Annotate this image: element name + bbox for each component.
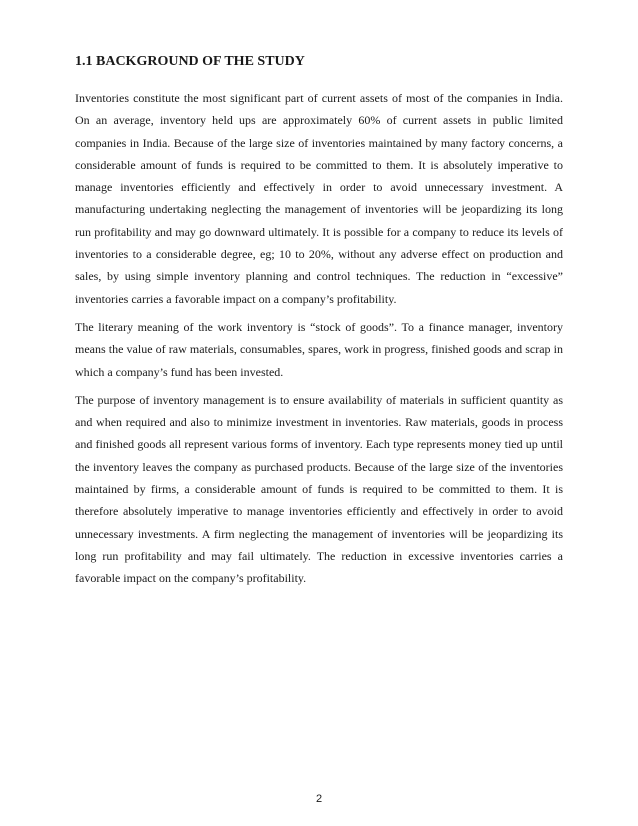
paragraph-inventories-significance: Inventories constitute the most significant part of current assets of most of the companies in India. On an average, inventory held ups are approximately 60% of current assets in public limited companies in India. Because of the large size of inventories maintained by many factory concerns, a considerable amount of funds is required to be committed to them. It is absolutely imperative to manage inventories efficiently and effectively in order to avoid unnecessary investment. A manufacturing undertaking neglecting the management of inventories will be jeopardizing its long run profitability and may go downward ultimately. It is possible for a company to reduce its levels of inventories to a considerable degree, eg; 10 to 20%, without any adverse effect on production and sales, by using simple inventory planning and control techniques. The reduction in “excessive” inventories carries a favorable impact on a company’s profitability. xyxy=(75,91,563,306)
section-heading: 1.1 BACKGROUND OF THE STUDY xyxy=(75,54,305,69)
page-number: 2 xyxy=(315,793,323,805)
body-text xyxy=(75,87,563,596)
paragraph-inventory-meaning: The literary meaning of the work inventory is “stock of goods”. To a finance manager, inventory means the value of raw materials, consumables, spares, work in progress, finished goods and scrap in which a company’s fund has been invested. xyxy=(75,319,563,379)
paragraph-inventory-management-purpose: The purpose of inventory management is to ensure availability of materials in sufficient quantity as and when required and also to minimize investment in inventories. Raw materials, goods in process and finished goods all represent various forms of inventory. Each type represents money tied up until the inventory leaves the company as purchased products. Because of the large size of the inventories maintained by firms, a considerable amount of funds is required to be committed to them. It is therefore absolutely imperative to manage inventories efficiently and effectively in order to avoid unnecessary investments. A firm neglecting the management of inventories will be jeopardizing its long run profitability and may fail ultimately. The reduction in excessive inventories carries a favorable impact on the company’s profitability. xyxy=(75,392,563,586)
